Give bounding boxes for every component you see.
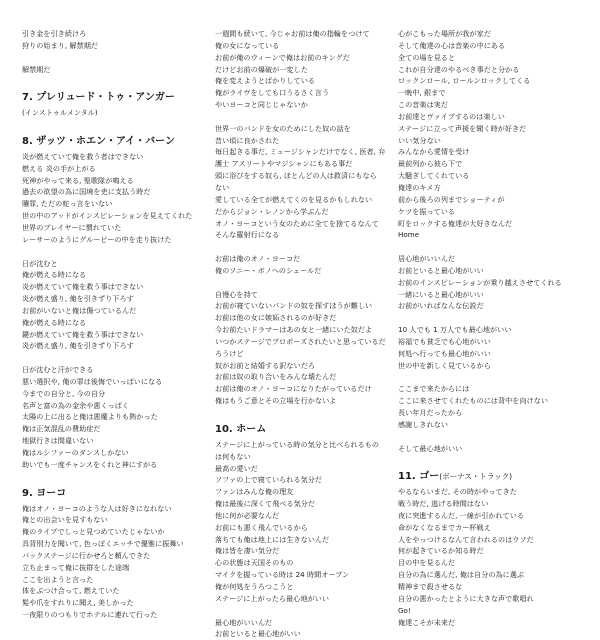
lyric-line: ロックンロール, ロールンロックしてくる: [398, 76, 531, 86]
lyric-line: [215, 277, 395, 289]
lyric-line: [398, 312, 584, 324]
lyric-line: 最心地がいいんだ: [215, 617, 273, 627]
column-left: [22, 28, 200, 621]
lyric-line: そんな羅射行になる: [215, 230, 280, 240]
track-heading: [22, 135, 200, 149]
lyric-line: 日が沈むと汗ができる: [22, 365, 94, 375]
lyric-line: 一晩中, 銀まで: [398, 88, 446, 98]
lyric-line: は何もない: [215, 451, 251, 461]
lyric-line: 俺を変えようとばかりしている: [215, 76, 316, 86]
lyric-line: 人をやっつけるなんて言われるのはウソだ: [398, 534, 534, 544]
lyric-line: 前から後ろの列までショーティが: [398, 194, 505, 204]
lyric-line: 髪や爪をすれりに聞え, 美しかった: [22, 598, 134, 608]
lyric-line: ケツを振っている: [398, 206, 456, 216]
lyric-line: レーサーのようにグルーピーの中を走り抜けた: [22, 234, 172, 244]
lyric-line: やいヨーコと同じじゃないか: [215, 100, 308, 110]
lyric-line: [22, 246, 200, 258]
lyric-line: マイクを握っている時は 24 時間オープン: [215, 570, 350, 580]
lyric-line: [215, 605, 395, 617]
lyric-line: だけどお前の爆破が一変した: [215, 64, 308, 74]
lyric-line: 全ての場を見ると: [398, 52, 456, 62]
lyric-line: 最高の愛いだ: [215, 463, 258, 473]
lyric-line: 落ちても俺は地上には生きないんだ: [215, 534, 330, 544]
lyric-line: ここまで来たからには: [398, 384, 470, 394]
lyric-line: 体をぶつけ合って, 燃えていた: [22, 586, 120, 596]
lyric-line: 一夜限りのつもりでホテルに連れて行った: [22, 610, 158, 620]
lyric-line: お前が俺のウィーンで俺はお前のキングだ: [215, 52, 350, 62]
lyric-line: Home: [398, 230, 420, 240]
lyric-line: 燃える 炎の手が上がる: [22, 163, 96, 173]
lyric-line: ステージに立って声援を聞く時が好きだ: [398, 123, 527, 133]
column-middle: [215, 28, 395, 640]
lyric-line: 精神まで殺させるな: [398, 581, 463, 591]
track-title: ゴー: [419, 471, 440, 483]
lyric-line: 狩りの始まり, 解禁期だ: [22, 40, 99, 50]
lyric-line: 名声と富の為の金余や悪くっぱく: [22, 400, 130, 410]
lyric-line: 裕福でも貧乏でも心地がいい: [398, 336, 491, 346]
lyric-line: 何処へ行っても最心地がいい: [398, 348, 491, 358]
lyric-line: ファンはみんな俺の理友: [215, 487, 294, 497]
lyric-line: 炎が燃え盛り, 俺を引きずり下ろす: [22, 294, 134, 304]
lyric-line: 世の中のアッドがインスピレーションを見えてくれた: [22, 211, 193, 221]
lyric-line: [398, 241, 584, 253]
lyric-line: ろうけど: [215, 348, 244, 358]
lyric-line: 一週間も続いて, 今じゃお前は俺の指輪をつけて: [215, 29, 370, 38]
section-spacer: [215, 407, 395, 419]
lyric-line: Go!: [398, 605, 411, 615]
lyric-line: お前のインスピレーションが乗り越えさせてくれる: [398, 277, 562, 287]
lyric-line: 最前列から彼ら下で: [398, 159, 463, 169]
lyric-line: 感謝しきれない: [398, 419, 449, 429]
lyric-line: お前といると最心地がいい: [398, 265, 484, 275]
track-note: (ボーナス・トラック): [439, 472, 513, 482]
lyric-line: 10 人でも 1 万人でも最心地がいい: [398, 325, 512, 335]
track-number: 10.: [215, 423, 233, 435]
lyric-line: 奴がお前と結婚する訳ないだろ: [215, 360, 316, 370]
lyric-line: [22, 352, 200, 364]
lyric-line: そして俺達の心は音楽の中にある: [398, 40, 506, 50]
lyric-line: 炎が燃え盛り, 俺を引きずり下ろす: [22, 341, 134, 351]
lyric-line: 日が沈むと: [22, 258, 58, 268]
lyric-line: 世界のプレイヤーに慣れていた: [22, 222, 122, 232]
lyric-line: [398, 431, 584, 443]
track-note: (インストゥルメンタル): [22, 108, 98, 118]
lyric-line: [398, 371, 584, 383]
lyric-line: 悪い選択や, 俺の罪は後悔でいっぱいになる: [22, 376, 163, 386]
lyric-line: 地獄行きは間違いない: [22, 436, 94, 446]
track-heading: [22, 487, 200, 501]
lyric-line: 昔い頃に良かされた: [215, 135, 280, 145]
lyric-line: 一緒にいると最心地がいい: [398, 289, 484, 299]
lyric-line: 引き金を引き続けろ: [22, 29, 87, 38]
lyric-line: 鍵が燃えていて俺を救う事はできない: [22, 329, 144, 339]
lyric-line: 俺はもうご意とその立場を行かないよ: [215, 396, 337, 406]
track-title: ホーム: [236, 423, 267, 435]
track-heading: [22, 91, 200, 105]
lyric-line: 俺が何処をうろつこうと: [215, 581, 294, 591]
lyric-line: 何が起きているか知る時だ: [398, 546, 484, 556]
lyric-line: ステージに上がったら最心地がいい: [215, 593, 330, 603]
lyric-line: [22, 52, 200, 64]
lyric-line: バックステージに行かせろと頼んできた: [22, 550, 151, 560]
lyric-line: 世の中を新しく見ているから: [398, 360, 491, 370]
lyric-line: 毎日起きる事だ, ミュージシャンだけでなく, 医者, 弁: [215, 147, 386, 157]
lyric-line: 目の中を見るんだ: [398, 558, 456, 568]
lyric-line: 今までの自分と, 今の自分: [22, 388, 106, 398]
lyric-line: この音楽は実だ: [398, 100, 449, 110]
lyric-line: [215, 111, 395, 123]
lyric-line: 炎が燃えていて俺を救う者はできない: [22, 151, 144, 161]
lyric-line: そして最心地がいい: [398, 443, 463, 453]
lyric-line: お前は俺のオノ・ヨーコだ: [215, 254, 301, 264]
lyric-line: 大騒ぎしてくれている: [398, 171, 470, 181]
lyric-line: 心がこもった場所が我が家だ: [398, 29, 491, 38]
lyric-line: 町をロックする俺達が大好きなんだ: [398, 218, 513, 228]
track-title: プレリュード・トゥ・アンガー: [36, 92, 175, 104]
lyric-line: 頭に浴びをする奴ら, ほとんどの人は救済にもなら: [215, 171, 377, 181]
lyric-line: ここを出ようと言った: [22, 574, 94, 584]
lyric-line: 俺は皆を凄い気分だ: [215, 546, 280, 556]
section-spacer: [22, 75, 200, 87]
lyric-line: 長い年月だったから: [398, 408, 463, 417]
lyric-line: 俺のライブでしっと見つめていたじゃないか: [22, 527, 165, 537]
lyric-line: 贖罪, ただの蛇っ言をいない: [22, 199, 113, 209]
lyric-line: ここに来させてくれたものには背中を向けない: [398, 396, 549, 406]
lyric-line: 俺が燃える時になる: [22, 317, 87, 327]
lyric-line: お前は他の女に嫉妬されるのが好きだ: [215, 313, 337, 323]
lyric-line: 俺達のキメ方: [398, 182, 441, 192]
lyric-line: 愛している全てが燃えてくのを見るかもしれない: [215, 194, 373, 204]
lyric-line: 他に何が必要なんだ: [215, 510, 280, 520]
column-right: [398, 28, 584, 628]
track-number: 11.: [398, 471, 416, 483]
lyric-line: やるならいまだ, その時がやってきた: [398, 487, 517, 497]
section-spacer: [398, 454, 584, 466]
lyric-line: いつかステージでプロポーズされたいと思っているだ: [215, 336, 386, 346]
lyric-line: 居心地がいいんだ: [398, 254, 456, 264]
track-heading: [215, 423, 395, 437]
lyric-line: 世界一のバンドを女のためにした奴の話を: [215, 123, 351, 133]
lyric-line: 俺は最後に深くて飛べる気分だ: [215, 499, 316, 509]
lyric-line: 夜に突進するんだ, 一線が引かれている: [398, 510, 525, 520]
lyric-line: ソファの上で寝ていられる気分だ: [215, 475, 323, 485]
lyric-line: 俺達こそが未来だ: [398, 617, 456, 627]
lyric-line: 俺がライヴをしても口うるさく言う: [215, 88, 330, 98]
lyric-line: ステージに上がっている時の気分と比べられるもの: [215, 439, 380, 449]
lyric-line: だからジョン・レノンから学ぶんだ: [215, 206, 329, 216]
lyric-line: 戦う時だ, 逃げる時間はない: [398, 499, 489, 509]
lyric-line: 自分の悪かったとように大きな声で歌唱れ: [398, 593, 534, 603]
lyric-line: 死神がやって来る, 聖歌隊が鳴える: [22, 175, 134, 185]
lyric-line: お前にも悪く飛んでいるから: [215, 522, 308, 532]
lyric-line: 俺が燃える時になる: [22, 270, 87, 280]
lyric-line: お前は俺のオノ・ヨーコになりたがっているだけ: [215, 384, 372, 394]
lyric-line: 命がなくなるまでカー杯戦え: [398, 522, 491, 532]
lyric-line: 俺はルシファーのダンスしかない: [22, 448, 129, 457]
lyric-line: これが自分達のやるべき事だと分かる: [398, 64, 520, 74]
lyric-line: 心の状態は天国そのもの: [215, 558, 294, 568]
lyric-line: 俺は正気混乱の費助症だ: [22, 424, 101, 434]
section-spacer: [22, 471, 200, 483]
lyric-line: みんなから愛情を受け: [398, 147, 470, 157]
lyric-line: 太陽の上に出ると俺は悪魔よりも熱かった: [22, 412, 158, 422]
lyric-line: 具背別力を聞いて, 色っぽくエッチで優雅に振舞い: [22, 539, 184, 549]
track-heading: [398, 470, 584, 484]
lyric-line: 俺の女になっている: [215, 40, 280, 50]
track-title: ヨーコ: [36, 487, 67, 499]
lyric-line: お前がいないと俺は傷つているんだ: [22, 305, 137, 315]
lyric-line: 自分の為に選んだ, 俺は自分の為に選ぶ: [398, 570, 525, 580]
lyric-line: 護士 アスリートやマジシャンにもある事だ: [215, 159, 353, 169]
lyric-line: 過去の欲望の為に国境を吏に支払う時だ: [22, 187, 151, 197]
lyric-line: お前は奴の取り合いをみんな壊たんだ: [215, 372, 337, 382]
lyric-line: 解禁期だ: [22, 64, 51, 74]
lyric-line: お前がいればなんな伝説だ: [398, 301, 484, 311]
lyric-line: お前が寝ていないバンドの奴を探すほうが難しい: [215, 301, 373, 311]
lyric-line: お前といると最心地がいい: [215, 629, 301, 639]
lyric-line: [215, 241, 395, 253]
track-title: ザッツ・ホエン・アイ・バーン: [36, 135, 175, 147]
lyric-line: 炎が燃えていて俺を救う事はできない: [22, 282, 144, 292]
lyric-line: 俺のソニー・ボノへのシェールだ: [215, 265, 322, 275]
lyric-line: 助いでも一度チャンスをくれと神にすがる: [22, 459, 158, 469]
track-number: 9.: [22, 487, 33, 499]
lyric-line: お前達とヴァイブするのは楽しい: [398, 111, 505, 121]
lyric-line: 俺との出会いを見すもない: [22, 515, 108, 525]
track-number: 8.: [22, 135, 33, 147]
section-spacer: [22, 119, 200, 131]
lyric-line: 俺はオノ・ヨーコのような人は好きになれない: [22, 503, 172, 513]
lyric-line: オノ・ヨーコという女のために全てを捨てるなんて: [215, 218, 379, 228]
lyric-line: ない: [215, 182, 230, 192]
lyric-line: 自慢心を持て: [215, 289, 258, 299]
lyric-line: 立ち止まって俺に抜群をした途端: [22, 562, 130, 572]
lyric-line: いい気分ない: [398, 135, 441, 145]
lyric-line: 今お前たいドラマーはあの女と一緒にいた奴だよ: [215, 325, 373, 335]
track-number: 7.: [22, 92, 33, 104]
